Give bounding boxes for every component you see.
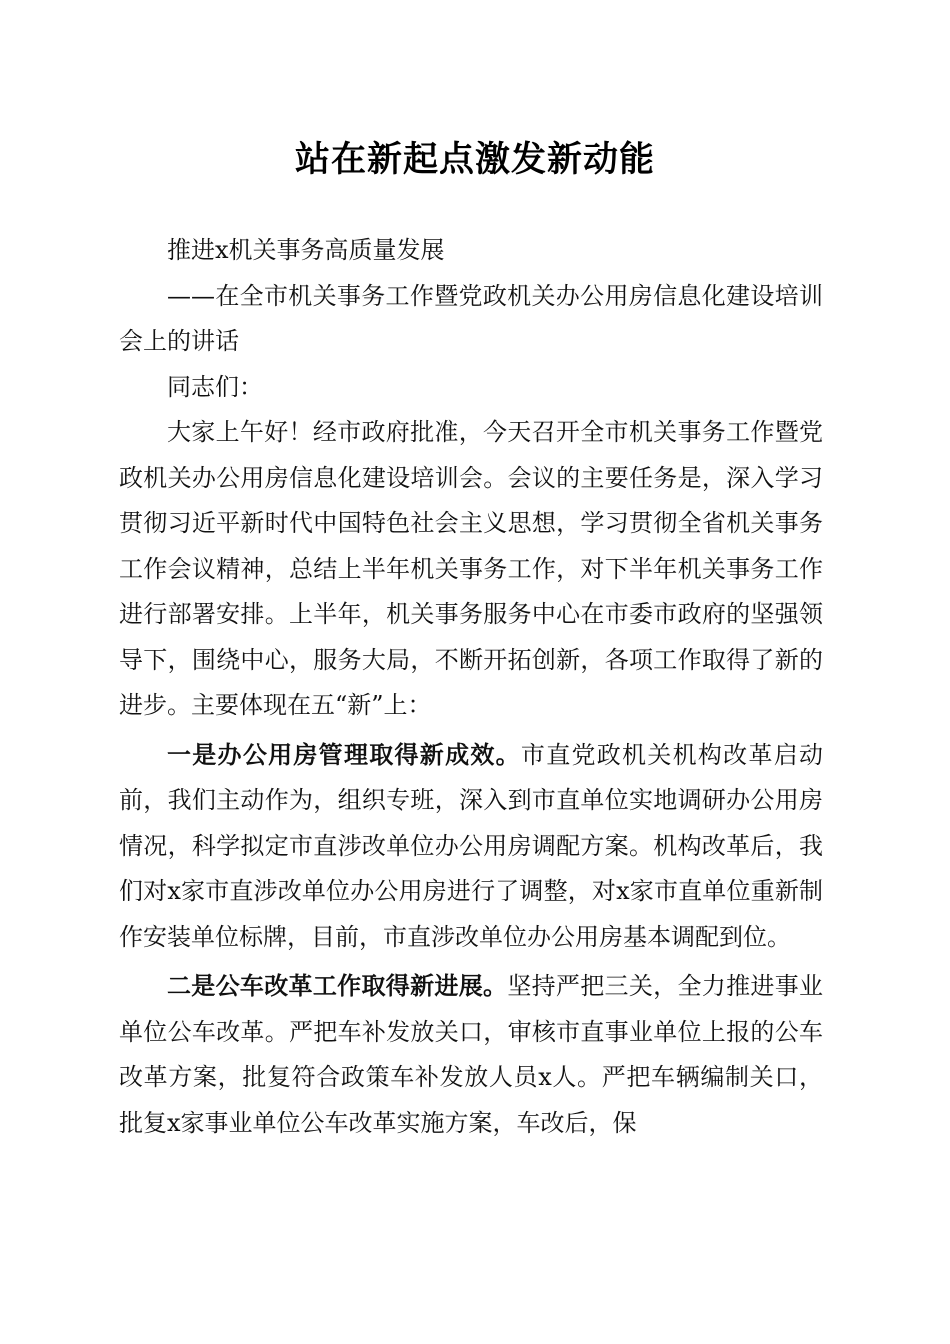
section-text: 市直党政机关机构改革启动前，我们主动作为，组织专班，深入到市直单位实地调研办公用房情况，科学拟定市直涉改单位办公用房调配方案。机构改革后，我们对x家市直涉改单位办公用房进行了调整，对x家市直单位重新制作安装单位标牌，目前，市直涉改单位办公用房基本调配到位。 <box>119 740 824 951</box>
document-body <box>119 228 823 1146</box>
intro-paragraph: 大家上午好！经市政府批准，今天召开全市机关事务工作暨党政机关办公用房信息化建设培训会。会议的主要任务是，深入学习贯彻习近平新时代中国特色社会主义思想，学习贯彻全省机关事务工作会议精神，总结上半年机关事务工作，对下半年机关事务工作进行部署安排。上半年，机关事务服务中心在市委市政府的坚强领导下，围绕中心，服务大局，不断开拓创新，各项工作取得了新的进步。主要体现在五“新”上： <box>119 418 823 719</box>
section-paragraph <box>119 963 823 1146</box>
section-heading: 二是公车改革工作取得新进展。 <box>167 971 508 1000</box>
occasion-line: ——在全市机关事务工作暨党政机关办公用房信息化建设培训会上的讲话 <box>119 281 823 355</box>
section-heading: 一是办公用房管理取得新成效。 <box>167 739 521 769</box>
section-paragraph <box>119 732 823 961</box>
section-text: 坚持严把三关，全力推进事业单位公车改革。严把车补发放关口，审核市直事业单位上报的公车改革方案，批复符合政策车补发放人员x人。严把车辆编制关口，批复x家事业单位公车改革实施方案，车改后，保 <box>119 972 824 1137</box>
salutation: 同志们： <box>167 372 263 401</box>
subtitle: 推进x机关事务高质量发展 <box>167 236 445 264</box>
document-title: 站在新起点激发新动能 <box>294 139 655 180</box>
